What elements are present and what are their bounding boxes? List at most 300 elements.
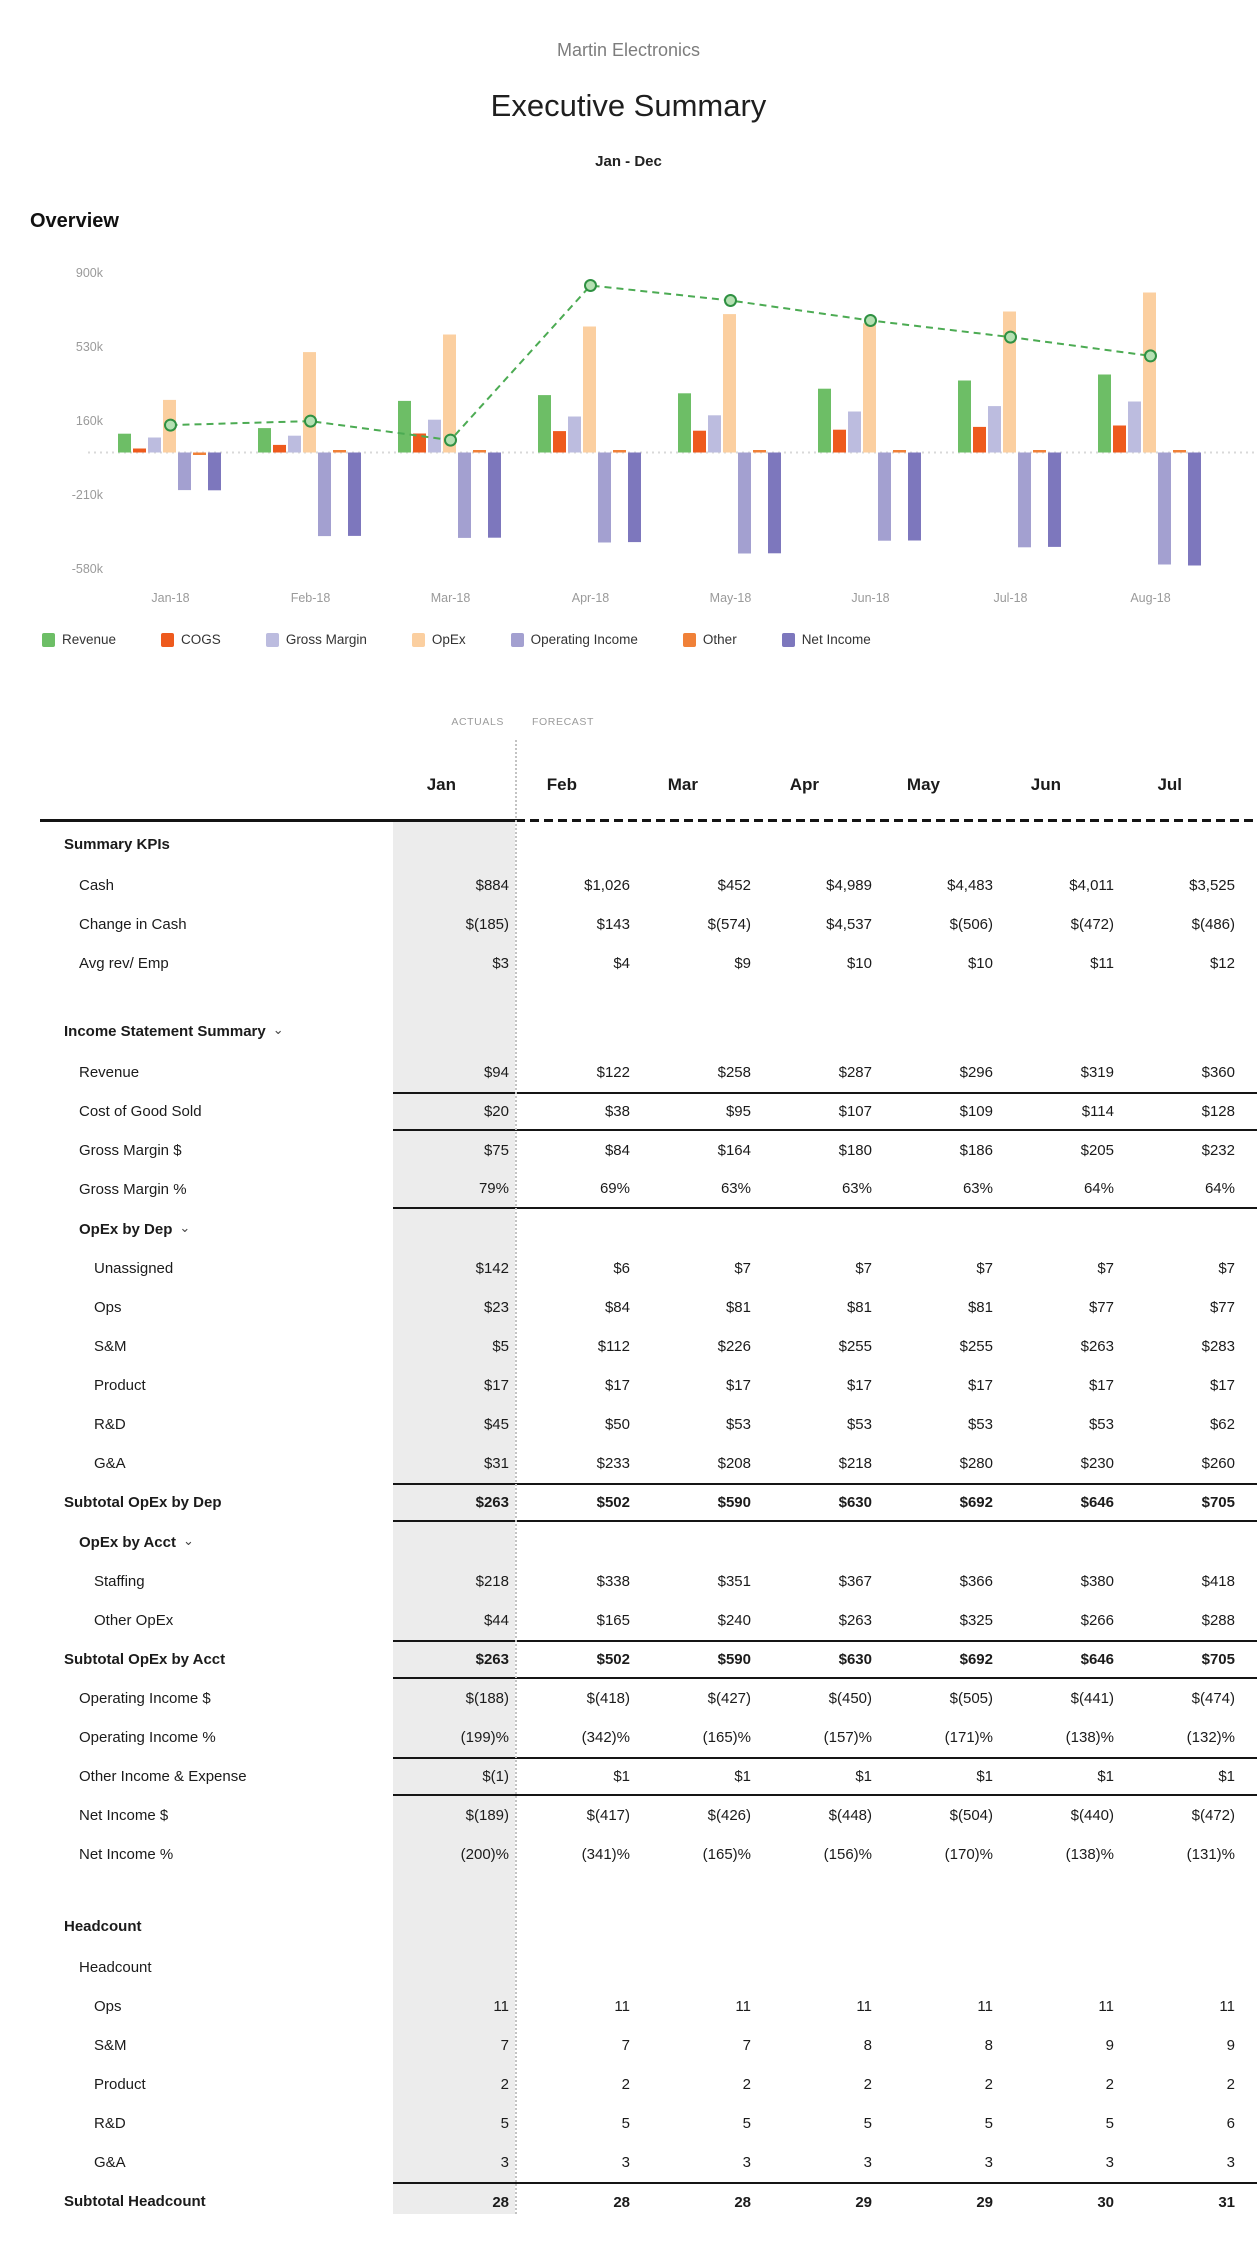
row-label-text: Gross Margin % (79, 1181, 187, 1198)
legend-item (161, 632, 221, 647)
cell-value: $7 (1218, 1260, 1235, 1277)
legend-item (511, 632, 638, 647)
cell-value: $95 (725, 1103, 751, 1120)
table-row (40, 1170, 1257, 1209)
table-row (40, 1904, 1257, 1948)
row-values (393, 1948, 1257, 1987)
cell-value: $180 (838, 1142, 872, 1159)
row-label (40, 1444, 393, 1483)
month-column-header: Jul (1157, 775, 1182, 794)
row-label-text: Operating Income % (79, 1729, 216, 1746)
cell-value: 31 (1218, 2194, 1235, 2211)
row-label-text: R&D (94, 2115, 126, 2132)
cell-value: 28 (492, 2194, 509, 2211)
row-values (393, 1327, 1257, 1366)
cell-value: 5 (742, 2115, 751, 2132)
table-row (40, 1948, 1257, 1987)
row-label-text: Headcount (79, 1959, 152, 1976)
cell-value: $4,011 (1069, 877, 1114, 894)
cell-value: $(472) (1191, 1807, 1235, 1824)
cell-value: $(505) (949, 1690, 993, 1707)
cell-value: 5 (1105, 2115, 1114, 2132)
cell-value: $(504) (949, 1807, 993, 1824)
cell-value: $143 (596, 916, 630, 933)
table-row (40, 1640, 1257, 1679)
row-label (40, 1327, 393, 1366)
svg-text:530k: 530k (75, 340, 103, 354)
cell-value: $266 (1080, 1612, 1114, 1629)
cell-value: $(448) (828, 1807, 872, 1824)
table-row (40, 1009, 1257, 1053)
legend-label: Other (702, 632, 737, 647)
cell-value: $7 (855, 1260, 872, 1277)
cell-value: 3 (1226, 2154, 1235, 2171)
row-label-text: Change in Cash (79, 916, 187, 933)
row-label-text: Unassigned (94, 1260, 174, 1277)
cell-value: $230 (1080, 1455, 1114, 1472)
cell-value: $233 (596, 1455, 630, 1472)
cell-value: $77 (1088, 1299, 1114, 1316)
svg-text:Mar-18: Mar-18 (430, 591, 471, 605)
cell-value: 30 (1097, 2194, 1114, 2211)
chevron-down-icon[interactable]: ⌄ (182, 1532, 194, 1548)
cell-value: $(426) (707, 1807, 751, 1824)
cell-value: (165)% (702, 1729, 751, 1746)
cell-value: 11 (614, 1998, 630, 2015)
row-values (393, 1522, 1257, 1562)
cell-value: 5 (621, 2115, 630, 2132)
cell-value: $53 (1088, 1416, 1114, 1433)
table-row (40, 1483, 1257, 1522)
row-values (393, 944, 1257, 983)
row-label (40, 1366, 393, 1405)
cell-value: (199)% (460, 1729, 509, 1746)
svg-text:May-18: May-18 (709, 591, 752, 605)
cell-value: 11 (493, 1998, 509, 2015)
cell-value: 3 (863, 2154, 872, 2171)
chart-legend (42, 632, 871, 647)
cell-value: $283 (1201, 1338, 1235, 1355)
table-row (40, 1288, 1257, 1327)
cell-value: 28 (613, 2194, 630, 2211)
legend-swatch-icon (161, 633, 174, 647)
cell-value: $630 (838, 1651, 872, 1668)
company-name: Martin Electronics (556, 40, 701, 60)
cell-value: 8 (984, 2037, 993, 2054)
row-values (393, 1796, 1257, 1835)
cell-value: $10 (846, 955, 872, 972)
table-row (40, 944, 1257, 983)
cell-value: 64% (1204, 1180, 1235, 1197)
row-values (393, 1131, 1257, 1170)
row-values (393, 2143, 1257, 2182)
cell-value: 3 (621, 2154, 630, 2171)
row-label-text: Subtotal Headcount (64, 2193, 206, 2210)
row-label-text: Subtotal OpEx by Acct (64, 1651, 226, 1668)
cell-value: 2 (984, 2076, 993, 2093)
row-label-text: OpEx by Acct (79, 1533, 176, 1551)
svg-text:Jul-18: Jul-18 (993, 591, 1028, 605)
legend-swatch-icon (683, 633, 696, 647)
row-label (40, 1601, 393, 1640)
cell-value: $75 (483, 1142, 509, 1159)
cell-value: 2 (1226, 2076, 1235, 2093)
row-label (40, 1092, 393, 1131)
cell-value: $(441) (1070, 1690, 1114, 1707)
forecast-label: FORECAST (532, 716, 594, 728)
cell-value: $81 (967, 1299, 993, 1316)
table-row (40, 1757, 1257, 1796)
cell-value: $7 (976, 1260, 993, 1277)
row-values (393, 1444, 1257, 1483)
row-label (40, 1904, 393, 1948)
cell-value: 8 (863, 2037, 872, 2054)
cell-value: (131)% (1186, 1846, 1235, 1863)
row-values (393, 1679, 1257, 1718)
row-label (40, 1987, 393, 2026)
cell-value: $7 (1097, 1260, 1114, 1277)
cell-value: $705 (1201, 1494, 1235, 1511)
cell-value: $128 (1201, 1103, 1235, 1120)
cell-value: $1 (734, 1768, 751, 1785)
cell-value: $(472) (1070, 916, 1114, 933)
row-label (40, 1718, 393, 1757)
cell-value: 64% (1083, 1180, 1114, 1197)
cell-value: 28 (734, 2194, 751, 2211)
cell-value: $208 (717, 1455, 751, 1472)
table-row (40, 1327, 1257, 1366)
row-label (40, 2104, 393, 2143)
chevron-down-icon[interactable]: ⌄ (179, 1219, 191, 1235)
cell-value: (138)% (1065, 1846, 1114, 1863)
cell-value: $255 (959, 1338, 993, 1355)
cell-value: $(440) (1070, 1807, 1114, 1824)
svg-text:Feb-18: Feb-18 (290, 591, 331, 605)
cell-value: $502 (596, 1651, 630, 1668)
legend-label: Gross Margin (285, 632, 367, 647)
cell-value: $17 (1209, 1377, 1235, 1394)
cell-value: 7 (621, 2037, 630, 2054)
svg-text:-580k: -580k (71, 562, 103, 576)
row-label (40, 1131, 393, 1170)
row-label (40, 866, 393, 905)
column-group-labels (40, 716, 1257, 728)
cell-value: 2 (742, 2076, 751, 2093)
cell-value: 11 (735, 1998, 751, 2015)
cell-value: 2 (1105, 2076, 1114, 2093)
cell-value: $(1) (482, 1768, 509, 1785)
cell-value: 11 (1098, 1998, 1114, 2015)
cell-value: $263 (475, 1651, 509, 1668)
cell-value: $50 (604, 1416, 630, 1433)
cell-value: $590 (717, 1494, 751, 1511)
cell-value: $5 (492, 1338, 509, 1355)
svg-text:Jan-18: Jan-18 (151, 591, 190, 605)
cell-value: (342)% (581, 1729, 630, 1746)
month-column-header: Jun (1030, 775, 1061, 794)
month-column-header: Jan (426, 775, 456, 794)
cell-value: 7 (742, 2037, 751, 2054)
table-row (40, 2104, 1257, 2143)
cell-value: $142 (475, 1260, 509, 1277)
table-row (40, 1718, 1257, 1757)
row-label-text: Net Income % (79, 1846, 174, 1863)
cell-value: (341)% (581, 1846, 630, 1863)
table-row (40, 2182, 1257, 2221)
cell-value: 3 (500, 2154, 509, 2171)
row-label-text: R&D (94, 1416, 126, 1433)
row-label-text: Product (94, 1377, 146, 1394)
svg-text:Aug-18: Aug-18 (1130, 591, 1171, 605)
cell-value: $240 (717, 1612, 751, 1629)
cell-value: $53 (725, 1416, 751, 1433)
legend-item (42, 632, 116, 647)
table-row (40, 1562, 1257, 1601)
table-row (40, 2143, 1257, 2182)
cell-value: $77 (1209, 1299, 1235, 1316)
cell-value: $7 (734, 1260, 751, 1277)
cell-value: 3 (1105, 2154, 1114, 2171)
legend-label: COGS (181, 632, 221, 647)
cell-value: $94 (483, 1064, 509, 1081)
table-row (40, 1366, 1257, 1405)
cell-value: $288 (1201, 1612, 1235, 1629)
cell-value: $1 (613, 1768, 630, 1785)
row-values (393, 2065, 1257, 2104)
row-values (393, 1904, 1257, 1948)
overview-chart (0, 250, 1257, 620)
table-row (40, 866, 1257, 905)
cell-value: $3 (492, 955, 509, 972)
month-column-header: Mar (667, 775, 698, 794)
cell-value: $4,989 (826, 877, 872, 894)
overview-heading: Overview (30, 210, 119, 232)
cell-value: $1 (1097, 1768, 1114, 1785)
cell-value: 5 (984, 2115, 993, 2132)
actuals-forecast-divider (515, 740, 517, 2214)
cell-value: $164 (717, 1142, 751, 1159)
cell-value: 5 (500, 2115, 509, 2132)
cell-value: $31 (483, 1455, 509, 1472)
row-values (393, 1288, 1257, 1327)
svg-text:160k: 160k (75, 414, 103, 428)
row-label (40, 1522, 393, 1562)
row-label-text: Income Statement Summary (64, 1022, 266, 1040)
cell-value: 9 (1105, 2037, 1114, 2054)
cell-value: $(427) (707, 1690, 751, 1707)
table-row (40, 2065, 1257, 2104)
row-values (393, 2182, 1257, 2221)
cell-value: $646 (1080, 1651, 1114, 1668)
cell-value: (165)% (702, 1846, 751, 1863)
row-values (393, 1249, 1257, 1288)
cell-value: $4,483 (947, 877, 993, 894)
row-values (393, 2026, 1257, 2065)
cell-value: $705 (1201, 1651, 1235, 1668)
row-values (393, 905, 1257, 944)
table-row (40, 1209, 1257, 1249)
row-label-text: Cost of Good Sold (79, 1103, 202, 1120)
row-label (40, 905, 393, 944)
cell-value: $17 (483, 1377, 509, 1394)
row-label-text: Gross Margin $ (79, 1142, 182, 1159)
row-values (393, 1483, 1257, 1522)
cell-value: 11 (856, 1998, 872, 2015)
cell-value: $23 (483, 1299, 509, 1316)
cell-value: $360 (1201, 1064, 1235, 1081)
cell-value: $44 (483, 1612, 509, 1629)
row-values (393, 1562, 1257, 1601)
cell-value: $325 (959, 1612, 993, 1629)
cell-value: $62 (1209, 1416, 1235, 1433)
cell-value: $17 (1088, 1377, 1114, 1394)
financial-table (40, 822, 1257, 2221)
svg-text:Jun-18: Jun-18 (851, 591, 890, 605)
legend-swatch-icon (266, 633, 279, 647)
cell-value: $109 (959, 1103, 993, 1120)
cell-value: 63% (720, 1180, 751, 1197)
cell-value: $84 (604, 1142, 630, 1159)
row-values (393, 1092, 1257, 1131)
cell-value: $45 (483, 1416, 509, 1433)
row-label-text: Summary KPIs (64, 835, 170, 853)
row-values (393, 1757, 1257, 1796)
cell-value: $(474) (1191, 1690, 1235, 1707)
row-label (40, 1009, 393, 1053)
table-row (40, 822, 1257, 866)
cell-value: $81 (846, 1299, 872, 1316)
table-row (40, 1092, 1257, 1131)
row-label (40, 1757, 393, 1796)
table-row (40, 1249, 1257, 1288)
cell-value: 29 (976, 2194, 993, 2211)
row-label (40, 1249, 393, 1288)
row-values (393, 1009, 1257, 1053)
cell-value: 2 (500, 2076, 509, 2093)
row-label-text: Headcount (64, 1917, 142, 1935)
row-label-text: S&M (94, 2037, 127, 2054)
row-label (40, 2182, 393, 2221)
row-label-text: Product (94, 2076, 146, 2093)
cell-value: $260 (1201, 1455, 1235, 1472)
cell-value: $692 (959, 1651, 993, 1668)
actuals-label: ACTUALS (451, 716, 504, 728)
report-period: Jan - Dec (595, 153, 662, 170)
row-label-text: S&M (94, 1338, 127, 1355)
cell-value: $287 (838, 1064, 872, 1081)
row-values (393, 1601, 1257, 1640)
row-label-text: Ops (94, 1998, 122, 2015)
legend-item (782, 632, 871, 647)
cell-value: $84 (604, 1299, 630, 1316)
table-row (40, 1796, 1257, 1835)
table-row (40, 1987, 1257, 2026)
row-label-text: Other OpEx (94, 1612, 174, 1629)
cell-value: $122 (596, 1064, 630, 1081)
cell-value: $218 (838, 1455, 872, 1472)
cell-value: $692 (959, 1494, 993, 1511)
month-column-header: Feb (546, 775, 577, 794)
page-title: Executive Summary (490, 88, 767, 123)
cell-value: 7 (500, 2037, 509, 2054)
cell-value: $17 (725, 1377, 751, 1394)
row-label (40, 1405, 393, 1444)
cell-value: $280 (959, 1455, 993, 1472)
cell-value: 2 (621, 2076, 630, 2093)
cell-value: $1 (976, 1768, 993, 1785)
row-label-text: Net Income $ (79, 1807, 169, 1824)
row-values (393, 2104, 1257, 2143)
cell-value: $646 (1080, 1494, 1114, 1511)
table-row (40, 1405, 1257, 1444)
cell-value: $6 (613, 1260, 630, 1277)
cell-value: $17 (846, 1377, 872, 1394)
legend-item (412, 632, 466, 647)
cell-value: 3 (984, 2154, 993, 2171)
legend-swatch-icon (42, 633, 55, 647)
cell-value: $(486) (1191, 916, 1235, 933)
month-header-row (40, 765, 1257, 805)
cell-value: 63% (962, 1180, 993, 1197)
cell-value: $9 (734, 955, 751, 972)
table-row (40, 1053, 1257, 1092)
table-row (40, 1679, 1257, 1718)
row-label (40, 1483, 393, 1522)
legend-label: OpEx (431, 632, 466, 647)
row-label (40, 822, 393, 866)
table-row (40, 1522, 1257, 1562)
row-label-text: Subtotal OpEx by Dep (64, 1494, 222, 1511)
legend-swatch-icon (511, 633, 524, 647)
cell-value: $107 (838, 1103, 872, 1120)
cell-value: 79% (478, 1180, 509, 1197)
row-label (40, 1170, 393, 1209)
legend-item (683, 632, 737, 647)
row-label (40, 944, 393, 983)
cell-value: $186 (959, 1142, 993, 1159)
row-label-text: Avg rev/ Emp (79, 955, 169, 972)
cell-value: $(188) (465, 1690, 509, 1707)
row-label (40, 1209, 393, 1249)
svg-text:-210k: -210k (71, 488, 103, 502)
row-label (40, 1640, 393, 1679)
row-label-text: Operating Income $ (79, 1690, 211, 1707)
cell-value: $1 (1218, 1768, 1235, 1785)
cell-value: $114 (1081, 1103, 1114, 1120)
chevron-down-icon[interactable]: ⌄ (272, 1021, 284, 1037)
row-label (40, 1562, 393, 1601)
cell-value: $81 (725, 1299, 751, 1316)
row-values (393, 1366, 1257, 1405)
cell-value: $258 (717, 1064, 751, 1081)
row-label-text: Staffing (94, 1573, 145, 1590)
cell-value: 29 (855, 2194, 872, 2211)
table-row (40, 905, 1257, 944)
cell-value: $319 (1080, 1064, 1114, 1081)
cell-value: (132)% (1186, 1729, 1235, 1746)
legend-item (266, 632, 367, 647)
cell-value: $590 (717, 1651, 751, 1668)
row-values (393, 866, 1257, 905)
cell-value: $53 (846, 1416, 872, 1433)
cell-value: 3 (742, 2154, 751, 2171)
row-values (393, 1405, 1257, 1444)
cell-value: $11 (1090, 955, 1114, 972)
cell-value: $12 (1209, 955, 1235, 972)
row-label (40, 2026, 393, 2065)
row-label-text: OpEx by Dep (79, 1220, 173, 1238)
cell-value: 2 (863, 2076, 872, 2093)
